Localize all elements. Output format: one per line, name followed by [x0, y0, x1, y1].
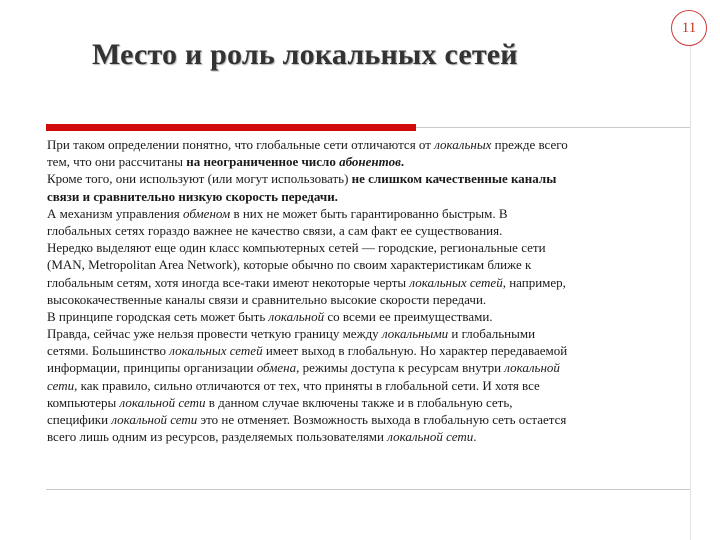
text-run: локальной	[504, 360, 560, 376]
text-run: .	[400, 154, 405, 170]
text-run: локальной сети	[119, 394, 206, 410]
text-run: локальных	[434, 137, 492, 152]
text-line	[47, 342, 697, 359]
text-run: высококачественные каналы связи и сравнительно высокие скорости передачи.	[47, 291, 487, 307]
text-line	[47, 428, 697, 445]
text-run: локальной сети	[387, 429, 474, 445]
text-run: локальных сетей	[169, 343, 263, 359]
text-line	[47, 153, 697, 170]
text-run: на неограниченное число	[186, 154, 340, 170]
text-run: Нередко выделяют еще один класс компьютерных сетей — городские, региональные сети	[47, 240, 546, 256]
text-run: имеет выход в глобальную. Но характер передаваемой	[262, 343, 568, 359]
text-line	[47, 394, 697, 411]
text-line	[47, 256, 697, 273]
text-run: , например,	[502, 274, 566, 290]
text-line	[47, 377, 697, 394]
text-run: специфики	[47, 412, 112, 427]
text-line	[47, 170, 697, 187]
page-number-badge	[671, 10, 707, 46]
text-run: в данном случае включены также и в глобальную сеть,	[205, 394, 513, 410]
text-run: При таком определении понятно, что глобальные сети отличаются от	[47, 137, 435, 152]
text-line	[47, 291, 697, 308]
bottom-rule	[46, 489, 690, 490]
title-divider	[46, 124, 690, 131]
text-run: сети	[47, 377, 75, 393]
page-number: 11	[681, 19, 697, 36]
text-run: Правда, сейчас уже нельзя провести четкую границу между	[47, 326, 382, 342]
text-line	[47, 359, 697, 376]
text-line	[47, 308, 697, 325]
text-run: локальной сети	[111, 412, 198, 427]
text-run: это не отменяет. Возможность выхода в глобальную сеть остается	[197, 412, 567, 427]
text-run: локальными	[381, 326, 449, 342]
slide-title: Место и роль локальных сетей	[92, 38, 518, 71]
text-line	[47, 222, 697, 239]
text-run: связи и сравнительно низкую скорость передачи.	[47, 188, 338, 204]
text-run: не слишком качественные каналы	[351, 171, 557, 187]
text-line	[47, 188, 697, 205]
divider-accent-bar	[46, 124, 416, 131]
text-run: абонентов	[339, 154, 401, 170]
text-run: прежде всего	[491, 137, 568, 152]
text-run: В принципе городская сеть может быть	[47, 308, 269, 324]
text-run: глобальным сетям, хотя иногда все-таки имеют некоторые черты	[47, 274, 410, 290]
text-run: в них не может быть гарантированно быстрым. В	[230, 205, 508, 221]
text-line	[47, 411, 697, 428]
text-run: сетями. Большинство	[47, 343, 170, 359]
text-run: локальной	[268, 308, 325, 324]
text-line	[47, 205, 697, 222]
text-run: глобальных сетях гораздо важнее не качество связи, а сам факт ее существования.	[47, 222, 503, 238]
text-run: , режимы доступа к ресурсам внутри	[296, 360, 505, 376]
text-run: со всеми ее преимуществами.	[324, 308, 493, 324]
text-line	[47, 325, 697, 342]
divider-rule	[416, 127, 690, 128]
text-run: и глобальными	[448, 326, 536, 342]
text-run: тем, что они рассчитаны	[47, 154, 187, 170]
text-line	[47, 274, 697, 291]
text-run: всего лишь одним из ресурсов, разделяемых пользователями	[47, 429, 388, 445]
text-run: информации, принципы организации	[47, 360, 257, 376]
text-run: обмена	[256, 360, 297, 376]
text-run: обменом	[183, 205, 231, 221]
text-line	[47, 239, 697, 256]
text-run: .	[473, 429, 477, 445]
text-run: А механизм управления	[47, 205, 183, 221]
text-line	[47, 136, 697, 153]
text-run: (MAN, Metropolitan Area Network), которые обычно по своим характеристикам ближе к	[47, 257, 532, 273]
text-run: компьютеры	[47, 394, 120, 410]
text-run: локальных сетей	[409, 274, 503, 290]
text-run: Кроме того, они используют (или могут использовать)	[47, 171, 352, 187]
body-text	[47, 136, 697, 445]
text-run: , как правило, сильно отличаются от тех, что приняты в глобальной сети. И хотя все	[74, 377, 540, 393]
